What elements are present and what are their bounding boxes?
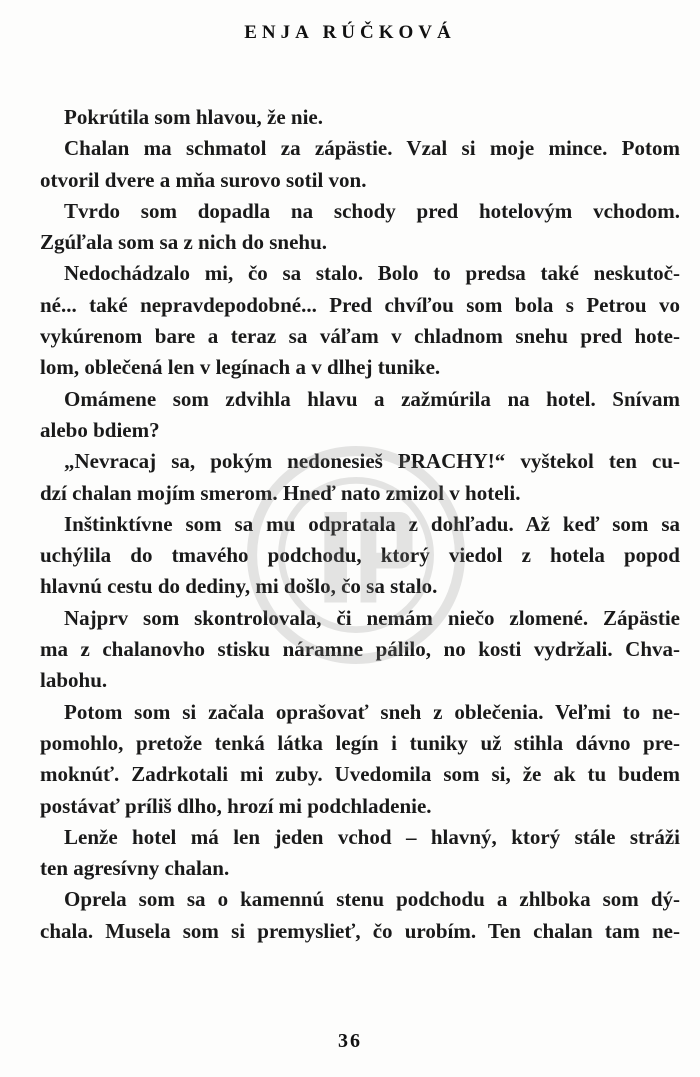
text-line: chala. Musela som si premyslieť, čo urobím. Ten chalan tam ne- (40, 918, 680, 943)
text-line: moknúť. Zadrkotali mi zuby. Uvedomila som si, že ak tu budem (40, 762, 680, 787)
text-line: alebo bdiem? (40, 417, 160, 442)
text-line: Chalan ma schmatol za zápästie. Vzal si moje mince. Potom (64, 136, 680, 161)
text-line: Zgúľala som sa z nich do snehu. (40, 230, 327, 255)
text-line: Inštinktívne som sa mu odpratala z dohľadu. Až keď som sa (64, 511, 680, 536)
text-line: otvoril dvere a mňa surovo sotil von. (40, 167, 367, 192)
page-number: 36 (338, 1030, 362, 1052)
text-line: Nedochádzalo mi, čo sa stalo. Bolo to predsa také neskutoč- (64, 261, 680, 286)
text-line: dzí chalan mojím smerom. Hneď nato zmizol v hoteli. (40, 480, 521, 505)
text-line: hlavnú cestu do dediny, mi došlo, čo sa stalo. (40, 574, 438, 599)
text-line: Lenže hotel má len jeden vchod – hlavný, ktorý stále stráži (64, 824, 680, 849)
running-header-author: ENJA RÚČKOVÁ (244, 22, 456, 43)
text-line: lom, oblečená len v legínach a v dlhej tunike. (40, 355, 441, 380)
text-line: „Nevracaj sa, pokým nedonesieš PRACHY!“ vyštekol ten cu- (64, 449, 680, 474)
text-line: ma z chalanovho stisku náramne pálilo, no kosti vydržali. Chva- (40, 637, 680, 662)
text-line: Tvrdo som dopadla na schody pred hotelovým vchodom. (64, 198, 680, 223)
text-line: pomohlo, pretože tenká látka legín i tuniky už stihla dávno pre- (40, 730, 680, 755)
text-line: Oprela som sa o kamennú stenu podchodu a zhlboka som dý- (64, 887, 680, 912)
text-line: Potom som si začala oprašovať sneh z oblečenia. Veľmi to ne- (64, 699, 680, 724)
text-line: Najprv som skontrolovala, či nemám niečo zlomené. Zápästie (64, 605, 680, 630)
text-line: ten agresívny chalan. (40, 856, 230, 881)
body-text (40, 102, 680, 947)
text-line: vykúrenom bare a teraz sa váľam v chladnom snehu pred hote- (40, 324, 680, 349)
text-line: Pokrútila som hlavou, že nie. (64, 105, 324, 129)
text-line: labohu. (40, 668, 108, 693)
text-line: né... také nepravdepodobné... Pred chvíľou som bola s Petrou vo (40, 292, 680, 317)
text-line: uchýlila do tmavého podchodu, ktorý viedol z hotela popod (40, 543, 680, 568)
text-line: Omámene som zdvihla hlavu a zažmúrila na hotel. Snívam (64, 386, 680, 411)
text-line: postávať príliš dlho, hrozí mi podchladenie. (40, 793, 432, 818)
